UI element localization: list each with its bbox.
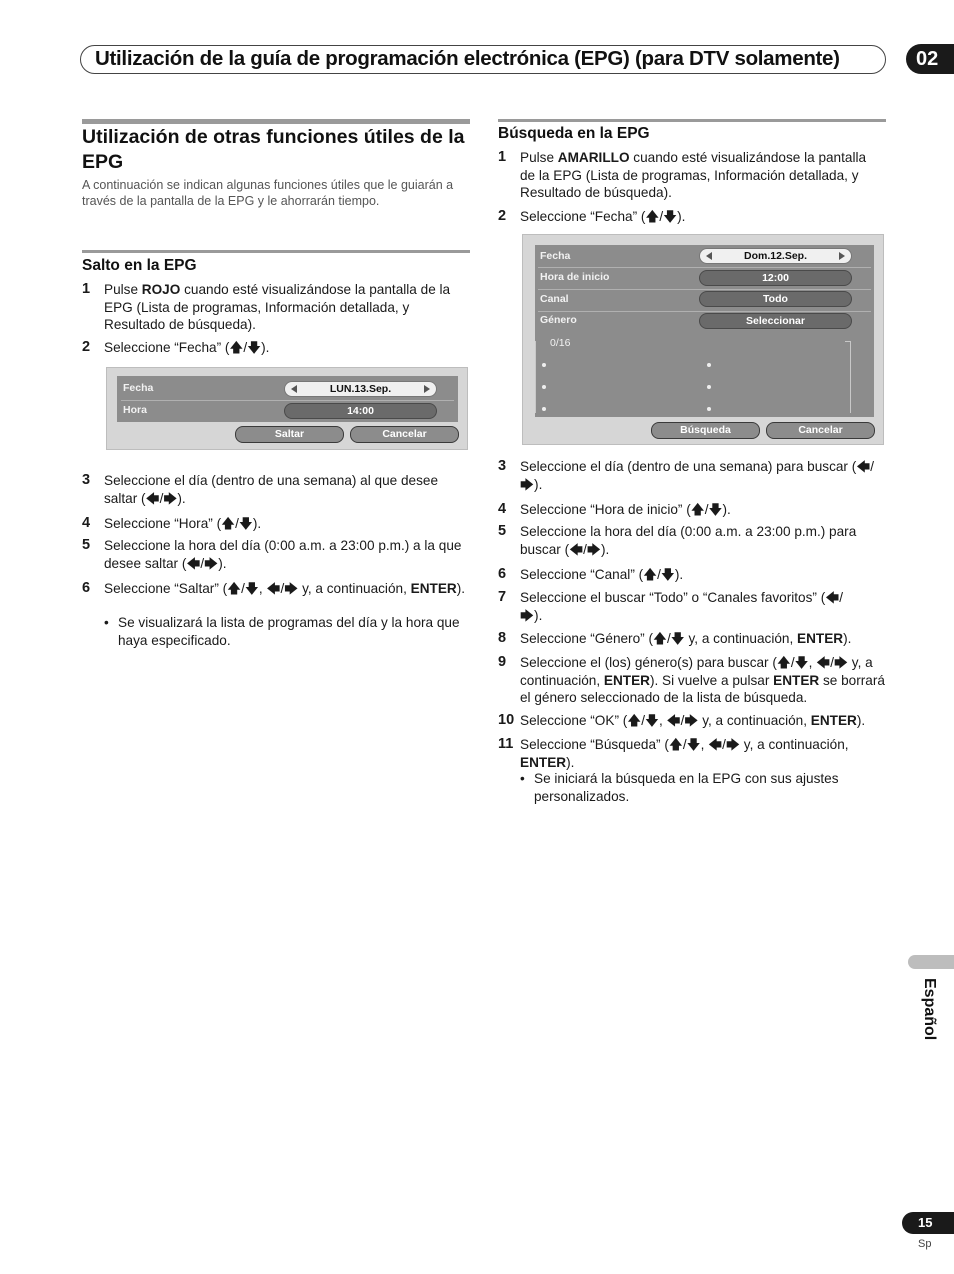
salto-bullet-text: Se visualizará la lista de programas del día y la hora que haya especificado. [118, 615, 460, 648]
genero-label: Género [540, 314, 577, 326]
genero-field[interactable]: Seleccionar [699, 313, 852, 329]
step-text: Seleccione “OK” (🡅/🡇, 🡄/🡆 y, a continuación, ENTER). [520, 713, 866, 728]
step-number: 10 [498, 712, 515, 728]
genre-list-item[interactable] [707, 385, 711, 389]
language-tab [908, 955, 954, 969]
salto-screen [106, 367, 468, 450]
step-number: 3 [82, 472, 91, 488]
busqueda-button[interactable]: Búsqueda [651, 422, 760, 439]
step-item [498, 654, 886, 707]
list-bracket-left [535, 341, 543, 413]
step-number: 1 [498, 149, 507, 165]
step-text: Seleccione “Fecha” (🡅/🡇). [520, 209, 686, 224]
step-number: 4 [498, 501, 507, 517]
step-number: 4 [82, 515, 91, 531]
step-item [498, 208, 882, 226]
hora-field[interactable]: 14:00 [284, 403, 437, 419]
step-text: Seleccione “Fecha” (🡅/🡇). [104, 340, 270, 355]
row-divider [538, 311, 871, 312]
row-divider [538, 289, 871, 290]
fecha-value: Dom.12.Sep. [743, 250, 808, 262]
busqueda-bullet-text: Se iniciará la búsqueda en la EPG con sus ajustes personalizados. [534, 771, 839, 804]
arrow-left-icon[interactable] [706, 252, 712, 260]
step-text: Seleccione el día (dentro de una semana) para buscar (🡄/🡆). [520, 459, 875, 492]
page-title: Utilización de la guía de programación electrónica (EPG) (para DTV solamente) [95, 47, 840, 70]
arrow-left-icon[interactable] [291, 385, 297, 393]
genre-list-item[interactable] [542, 363, 546, 367]
step-item [498, 736, 886, 771]
step-text: Seleccione la hora del día (0:00 a.m. a 23:00 p.m.) a la que desee saltar (🡄/🡆). [104, 538, 462, 571]
step-item [82, 472, 466, 507]
fecha-value: LUN.13.Sep. [329, 383, 392, 395]
step-number: 6 [82, 580, 91, 596]
step-number: 6 [498, 566, 507, 582]
canal-label: Canal [540, 293, 569, 305]
row-divider [121, 400, 454, 401]
step-text: Seleccione el (los) género(s) para buscar (🡅/🡇, 🡄/🡆 y, a continuación, ENTER). Si vuelve a pulsar ENTER se borrará el género seleccionado de la lista de búsqueda. [520, 655, 885, 705]
step-item [498, 712, 886, 730]
row-divider [538, 267, 871, 268]
hora-inicio-label: Hora de inicio [540, 271, 610, 283]
step-item [82, 537, 466, 572]
cancelar-button[interactable]: Cancelar [766, 422, 875, 439]
step-text: Seleccione el buscar “Todo” o “Canales favoritos” (🡄/ 🡆). [520, 590, 844, 623]
busqueda-bullet: • Se iniciará la búsqueda en la EPG con sus ajustes personalizados. [520, 770, 882, 805]
step-number: 8 [498, 630, 507, 646]
saltar-button[interactable]: Saltar [235, 426, 344, 443]
arrow-right-icon[interactable] [839, 252, 845, 260]
genre-count: 0/16 [550, 337, 571, 349]
step-text: Pulse ROJO cuando esté visualizándose la pantalla de la EPG (Lista de programas, Información detallada, y Resultado de búsqueda). [104, 282, 451, 332]
busqueda-screen [522, 234, 884, 445]
step-text: Seleccione “Búsqueda” (🡅/🡇, 🡄/🡆 y, a continuación, ENTER). [520, 737, 849, 770]
step-item [498, 523, 886, 558]
fecha-field[interactable] [284, 381, 437, 397]
canal-field[interactable]: Todo [699, 291, 852, 307]
step-number: 5 [498, 523, 507, 539]
step-text: Seleccione el día (dentro de una semana) al que desee saltar (🡄/🡆). [104, 473, 439, 506]
step-item [498, 589, 886, 624]
step-text: Seleccione “Saltar” (🡅/🡇, 🡄/🡆 y, a continuación, ENTER). [104, 581, 466, 596]
subsection-title-busqueda: Búsqueda en la EPG [498, 125, 650, 142]
step-item [82, 281, 466, 334]
hora-label: Hora [123, 404, 147, 416]
intro-text: A continuación se indican algunas funciones útiles que le guiarán a través de la pantalla de la EPG y le ahorrarán tiempo. [82, 178, 454, 208]
genre-list-item[interactable] [542, 407, 546, 411]
cancelar-button[interactable]: Cancelar [350, 426, 459, 443]
step-number: 7 [498, 589, 507, 605]
page-language-code: Sp [918, 1238, 932, 1250]
chapter-badge: 02 [906, 44, 954, 74]
section-rule [82, 119, 470, 124]
genre-list-item[interactable] [707, 407, 711, 411]
step-item [498, 149, 882, 202]
step-item [82, 339, 466, 357]
step-item [82, 580, 466, 598]
step-number: 9 [498, 654, 507, 670]
list-bracket-right [845, 341, 851, 413]
language-label: Español [921, 978, 938, 1041]
arrow-right-icon[interactable] [424, 385, 430, 393]
subsection-rule-right [498, 119, 886, 122]
step-number: 1 [82, 281, 91, 297]
page-number: 15 [902, 1212, 954, 1234]
step-text: Seleccione la hora del día (0:00 a.m. a 23:00 p.m.) para buscar (🡄/🡆). [520, 524, 857, 557]
step-number: 5 [82, 537, 91, 553]
step-number: 2 [498, 208, 507, 224]
step-item [498, 458, 886, 493]
salto-bullet: • Se visualizará la lista de programas del día y la hora que haya especificado. [104, 614, 466, 649]
step-item [82, 515, 466, 533]
step-number: 3 [498, 458, 507, 474]
hora-inicio-field[interactable]: 12:00 [699, 270, 852, 286]
step-number: 2 [82, 339, 91, 355]
section-title: Utilización de otras funciones útiles de la EPG [82, 126, 465, 173]
step-text: Seleccione “Hora” (🡅/🡇). [104, 516, 262, 531]
genre-list-item[interactable] [707, 363, 711, 367]
step-item [498, 630, 886, 648]
fecha-label: Fecha [540, 250, 571, 262]
fecha-field[interactable] [699, 248, 852, 264]
fecha-label: Fecha [123, 382, 154, 394]
step-text: Seleccione “Género” (🡅/🡇 y, a continuación, ENTER). [520, 631, 852, 646]
step-text: Seleccione “Hora de inicio” (🡅/🡇). [520, 502, 731, 517]
busqueda-screen-body [535, 245, 874, 417]
subsection-rule [82, 250, 470, 253]
step-item [498, 501, 886, 519]
step-text: Pulse AMARILLO cuando esté visualizándose la pantalla de la EPG (Lista de programas, Información detallada, y Resultado de búsqueda). [520, 150, 867, 200]
genre-list-item[interactable] [542, 385, 546, 389]
step-number: 11 [498, 736, 514, 752]
step-text: Seleccione “Canal” (🡅/🡇). [520, 567, 684, 582]
subsection-title-salto: Salto en la EPG [82, 257, 197, 274]
salto-screen-body [117, 376, 458, 422]
step-item [498, 566, 886, 584]
